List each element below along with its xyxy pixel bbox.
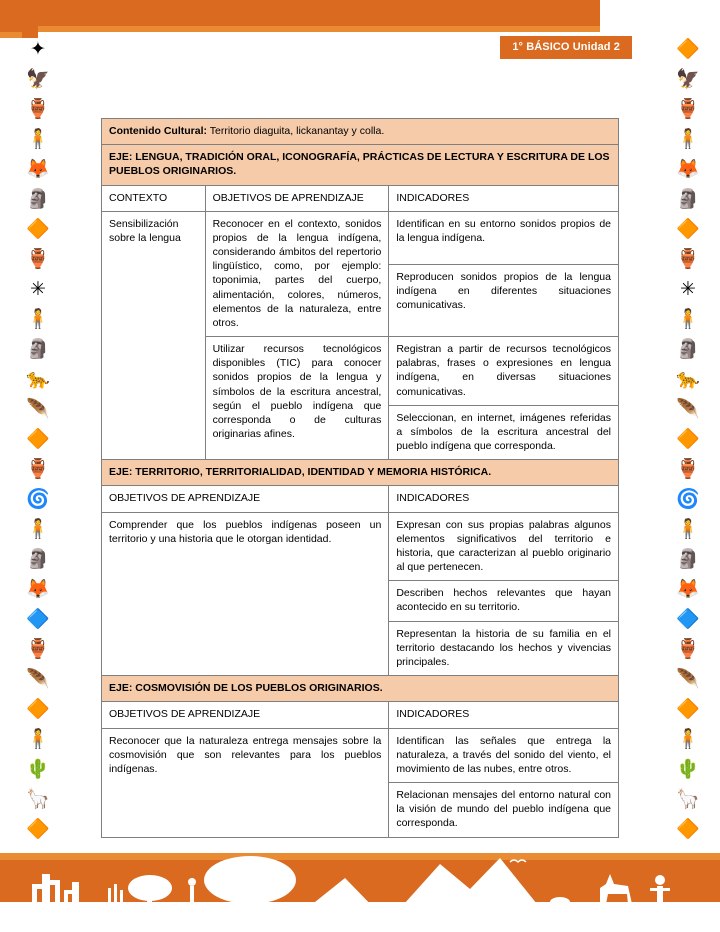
header-indicadores-1: INDICADORES — [389, 185, 619, 211]
decor-icon: 🦊 — [26, 159, 50, 180]
left-decorative-icon-column — [16, 40, 60, 840]
decor-icon: 🗿 — [676, 189, 700, 210]
decor-icon: 🌵 — [676, 759, 700, 780]
decor-icon: 🌵 — [26, 759, 50, 780]
decor-icon: 🦙 — [676, 789, 700, 810]
decor-icon: ✳ — [30, 279, 46, 300]
decor-icon: 🔷 — [676, 609, 700, 630]
decor-icon: 🦊 — [676, 159, 700, 180]
decor-icon: 🗿 — [26, 189, 50, 210]
decor-icon: 🔷 — [26, 609, 50, 630]
decor-icon: 🔶 — [26, 819, 50, 840]
header-indicadores-2: INDICADORES — [389, 486, 619, 512]
decor-icon: 🌀 — [676, 489, 700, 510]
table-row-1-1 — [102, 211, 619, 264]
oa-cell-2-1: Comprender que los pueblos indígenas poseen un territorio y una historia que le otorgan identidad. — [102, 512, 389, 676]
indicator-cell-3-1-b: Relacionan mensajes del entorno natural con la visión de mundo del pueblo indígena que corresponda. — [389, 783, 619, 838]
top-left-corner-decoration — [0, 0, 38, 38]
decor-icon: 🔶 — [26, 429, 50, 450]
decor-icon: 🏺 — [676, 99, 700, 120]
indicator-cell-1-2-b: Seleccionan, en internet, imágenes referidas a símbolos de la escritura ancestral del pueblo indígena que corresponda. — [389, 405, 619, 460]
decor-icon: 🏺 — [26, 639, 50, 660]
indicator-cell-1-2-a: Registran a partir de recursos tecnológicos palabras, frases o expresiones en lengua indígena, en diversas situaciones comunicativas. — [389, 337, 619, 406]
decor-icon: 🏺 — [676, 639, 700, 660]
table-row-3-1 — [102, 728, 619, 783]
decor-icon: ✳ — [680, 279, 696, 300]
decor-icon: 🧍 — [26, 519, 50, 540]
decor-icon: 🧍 — [26, 729, 50, 750]
decor-icon: 🏺 — [26, 459, 50, 480]
indicator-cell-2-1-a: Expresan con sus propias palabras algunos elementos significativos del territorio e historia, que caracterizan al pueblo originario al que pertenecen. — [389, 512, 619, 581]
cultural-content-label: Contenido Cultural: — [109, 125, 207, 137]
table-row-cultural-content — [102, 119, 619, 145]
indicator-cell-1-1-b: Reproducen sonidos propios de la lengua indígena en diferentes situaciones comunicativas. — [389, 265, 619, 337]
decor-icon: 🦊 — [676, 579, 700, 600]
curriculum-table — [101, 118, 619, 838]
decor-icon: 🗿 — [676, 549, 700, 570]
header-objetivos-2: OBJETIVOS DE APRENDIZAJE — [102, 486, 389, 512]
decor-icon: 🗿 — [676, 339, 700, 360]
indicator-cell-1-1-a: Identifican en su entorno sonidos propios de la lengua indígena. — [389, 211, 619, 264]
cultural-content-cell — [102, 119, 619, 145]
indicator-cell-2-1-c: Representan la historia de su familia en el territorio destacando los hechos y vivencias principales. — [389, 621, 619, 676]
decor-icon: 🔶 — [676, 819, 700, 840]
right-decorative-icon-column — [666, 40, 710, 840]
decor-icon: 🪶 — [676, 399, 700, 420]
decor-icon: 🐆 — [26, 369, 50, 390]
table-row-axis-1 — [102, 145, 619, 185]
decor-icon: 🧍 — [676, 729, 700, 750]
context-cell-1: Sensibilización sobre la lengua — [102, 211, 206, 460]
decor-icon: 🏺 — [26, 99, 50, 120]
oa-cell-1-2: Utilizar recursos tecnológicos disponibles (TIC) para conocer sonidos propios de la lengua y símbolos de la escritura ancestral, según el pueblo indígena que corresponda o de culturas originarias afines. — [205, 337, 389, 460]
decor-icon: 🪶 — [676, 669, 700, 690]
footer-decoration — [0, 832, 720, 932]
decor-icon: 🔶 — [26, 219, 50, 240]
decor-icon: 🗿 — [26, 549, 50, 570]
decor-icon: 🦅 — [676, 69, 700, 90]
indicator-cell-3-1-a: Identifican las señales que entrega la naturaleza, a través del sonido del viento, el movimiento de las nubes, entre otros. — [389, 728, 619, 783]
decor-icon: 🪶 — [26, 399, 50, 420]
decor-icon: 🦊 — [26, 579, 50, 600]
table-row-axis-2 — [102, 460, 619, 486]
decor-icon: 🧍 — [676, 309, 700, 330]
top-bar-notch — [600, 0, 720, 32]
table-row-headers-1 — [102, 185, 619, 211]
decor-icon: 🔶 — [26, 699, 50, 720]
table-row-axis-3 — [102, 676, 619, 702]
decor-icon: 🔶 — [676, 39, 700, 60]
decor-icon: 🌀 — [26, 489, 50, 510]
decor-icon: 🏺 — [26, 249, 50, 270]
oa-cell-3-1: Reconocer que la naturaleza entrega mensajes sobre la cosmovisión que son relevantes para los pueblos indígenas. — [102, 728, 389, 837]
table-row-headers-3 — [102, 702, 619, 728]
footer-landscape-silhouette — [0, 844, 720, 914]
header-indicadores-3: INDICADORES — [389, 702, 619, 728]
table-row-headers-2 — [102, 486, 619, 512]
decor-icon: ✦ — [30, 39, 46, 60]
footer-white-strip — [0, 910, 720, 932]
decor-icon: 🗿 — [26, 339, 50, 360]
decor-icon: 🔶 — [676, 429, 700, 450]
decor-icon: 🦙 — [26, 789, 50, 810]
decor-icon: 🏺 — [676, 249, 700, 270]
decor-icon: 🔶 — [676, 699, 700, 720]
decor-icon: 🧍 — [676, 519, 700, 540]
decor-icon: 🐆 — [676, 369, 700, 390]
top-left-corner-inner — [0, 32, 22, 38]
decor-icon: 🦅 — [26, 69, 50, 90]
decor-icon: 🏺 — [676, 459, 700, 480]
indicator-cell-2-1-b: Describen hechos relevantes que hayan acontecido en su territorio. — [389, 581, 619, 621]
decor-icon: 🧍 — [26, 309, 50, 330]
axis-3-cell: EJE: COSMOVISIÓN DE LOS PUEBLOS ORIGINARIOS. — [102, 676, 619, 702]
axis-2-cell: EJE: TERRITORIO, TERRITORIALIDAD, IDENTIDAD Y MEMORIA HISTÓRICA. — [102, 460, 619, 486]
cultural-content-value: Territorio diaguita, lickanantay y colla. — [209, 125, 385, 137]
unit-badge: 1° BÁSICO Unidad 2 — [500, 36, 632, 59]
oa-cell-1-1: Reconocer en el contexto, sonidos propios de la lengua indígena, considerando ámbitos del repertorio lingüístico, como, por ejemplo: toponimia, partes del cuerpo, alimentación, colores, números, elementos de la naturaleza, entre otros. — [205, 211, 389, 336]
header-objetivos-3: OBJETIVOS DE APRENDIZAJE — [102, 702, 389, 728]
axis-1-cell: EJE: LENGUA, TRADICIÓN ORAL, ICONOGRAFÍA, PRÁCTICAS DE LECTURA Y ESCRITURA DE LOS PUEBLOS ORIGINARIOS. — [102, 145, 619, 185]
decor-icon: 🪶 — [26, 669, 50, 690]
decor-icon: 🔶 — [676, 219, 700, 240]
header-objetivos-1: OBJETIVOS DE APRENDIZAJE — [205, 185, 389, 211]
header-contexto: CONTEXTO — [102, 185, 206, 211]
decor-icon: 🧍 — [26, 129, 50, 150]
table-row-2-1 — [102, 512, 619, 581]
decor-icon: 🧍 — [676, 129, 700, 150]
